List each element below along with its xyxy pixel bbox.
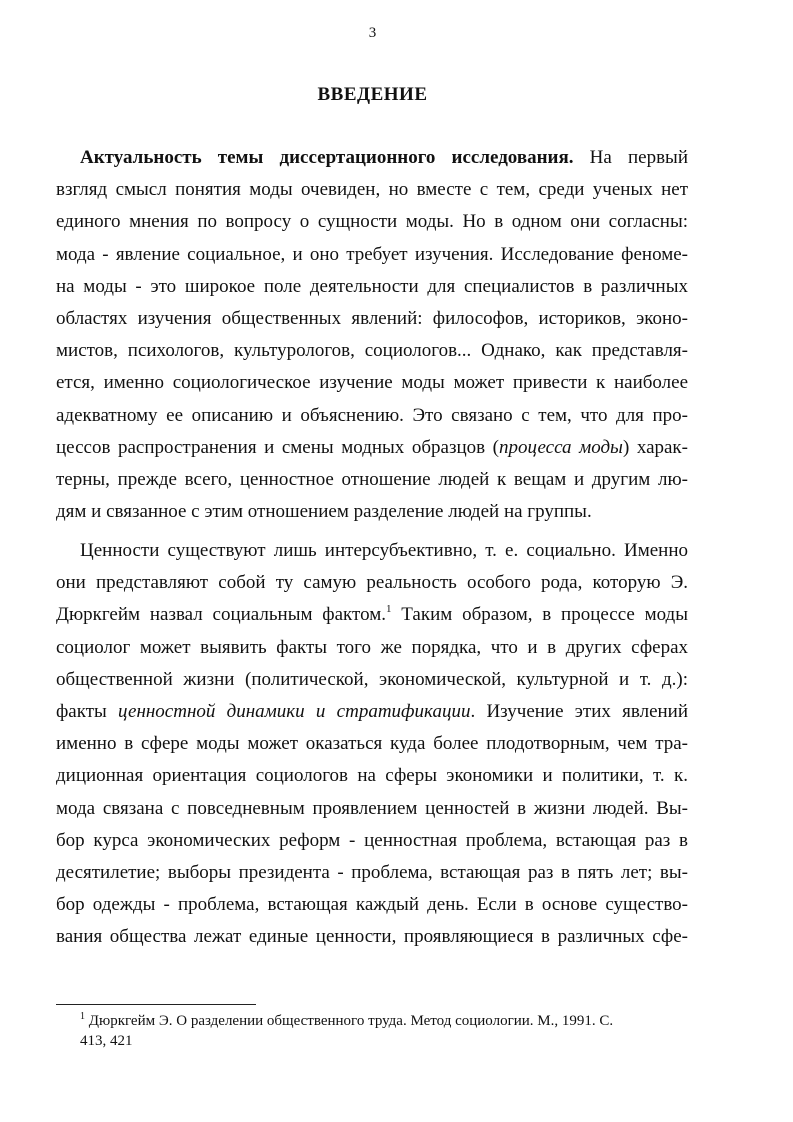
footnote-marker: 1 xyxy=(80,1011,85,1022)
text-line: адекватному ее описанию и объяснению. Это связано с тем, что для про- xyxy=(56,404,688,426)
text-line: факты ценностной динамики и стратификации. Изучение этих явлений xyxy=(56,700,689,722)
text-line: мистов, психологов, культурологов, социологов... Однако, как представля- xyxy=(56,340,688,362)
paragraph-values xyxy=(56,535,688,953)
footnote-line: 413, 421 xyxy=(80,1033,133,1049)
italic-phrase: ценностной динамики и стратификации xyxy=(118,700,471,722)
text-line: диционная ориентация социологов на сферы экономики и политики, т. к. xyxy=(56,765,688,787)
text-line: именно в сфере моды может оказаться куда более плодотворным, чем тра- xyxy=(56,733,688,755)
footnote xyxy=(80,1011,700,1051)
italic-phrase: процесса моды xyxy=(498,436,623,458)
text-line: цессов распространения и смены модных образцов (процесса моды) харак- xyxy=(56,436,688,458)
text-line: на моды - это широкое поле деятельности для специалистов в различных xyxy=(56,275,688,297)
text-line: мода - явление социальное, и оно требует изучения. Исследование феноме- xyxy=(56,243,688,265)
text-line: дям и связанное с этим отношением разделение людей на группы. xyxy=(56,501,592,523)
footnote-reference[interactable]: 1 xyxy=(386,603,392,616)
text-line: вания общества лежат единые ценности, проявляющиеся в различных сфе- xyxy=(56,926,688,948)
paragraph-relevance xyxy=(56,142,688,528)
text-line: взгляд смысл понятия моды очевиден, но вместе с тем, среди ученых нет xyxy=(56,179,688,201)
text-line: Актуальность темы диссертационного исследования. На первый xyxy=(80,147,688,168)
text-line: социолог может выявить факты того же порядка, что и в других сферах xyxy=(56,636,688,658)
bold-lead-phrase: Актуальность темы диссертационного исследования. xyxy=(80,147,574,168)
text-line: общественной жизни (политической, экономической, культурной и т. д.): xyxy=(56,668,688,690)
text-line: они представляют собой ту самую реальность особого рода, которую Э. xyxy=(56,572,688,594)
section-title: ВВЕДЕНИЕ xyxy=(317,84,428,105)
text-line: Дюркгейм назвал социальным фактом.$^1$ Таким образом, в процессе моды xyxy=(56,603,688,626)
text-line: бор курса экономических реформ - ценностная проблема, встающая раз в xyxy=(56,829,688,851)
text-line: Ценности существуют лишь интерсубъективно, т. е. социально. Именно xyxy=(80,540,688,561)
text-line: областях изучения общественных явлений: философов, историков, эконо- xyxy=(56,307,688,329)
footnote-line: $^1$ Дюркгейм Э. О разделении общественного труда. Метод социологии. М., 1991. С. xyxy=(80,1011,614,1029)
text-line: десятилетие; выборы президента - проблема, встающая раз в пять лет; вы- xyxy=(56,861,688,883)
footnote-divider xyxy=(56,1004,256,1005)
text-line: бор одежды - проблема, встающая каждый день. Если в основе существо- xyxy=(56,894,688,916)
text-line: мода связана с повседневным проявлением ценностей в жизни людей. Вы- xyxy=(56,797,688,819)
text-line: единого мнения по вопросу о сущности моды. Но в одном они согласны: xyxy=(56,211,688,233)
text-line: терны, прежде всего, ценностное отношение людей к вещам и другим лю- xyxy=(56,468,688,490)
text-line: ется, именно социологическое изучение моды может привести к наиболее xyxy=(56,372,688,394)
page-number: 3 xyxy=(368,25,377,41)
